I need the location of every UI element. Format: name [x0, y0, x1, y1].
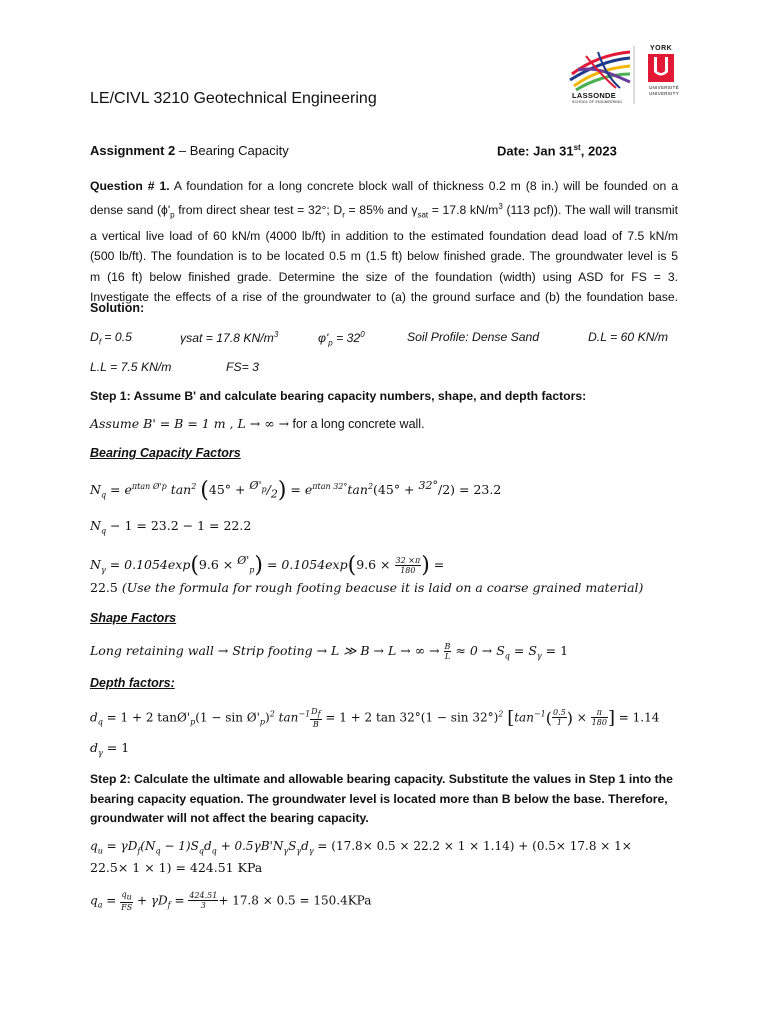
- given-dl: D.L = 60 KN/m: [588, 330, 669, 344]
- ng-phi-sub: p: [249, 565, 255, 575]
- qu-r5: + 0.5γB'N: [216, 839, 284, 853]
- solution-label: Solution:: [90, 301, 145, 315]
- qa-fn-sub: u: [126, 892, 132, 902]
- dq-f: tan: [514, 710, 534, 725]
- ng-close2: ): [421, 553, 430, 578]
- ng-open1: (: [190, 553, 199, 578]
- gsat-sup: 3: [273, 330, 279, 339]
- q-sub-r: r: [342, 210, 345, 219]
- dq-d3: 180: [591, 718, 607, 728]
- date-prefix: Date: Jan 31: [497, 143, 574, 159]
- nq-close-paren: ): [277, 478, 287, 503]
- dq-fn-sub: f: [317, 709, 321, 719]
- dq-c: ): [265, 710, 270, 725]
- dq-equation: [90, 707, 659, 729]
- dq-d2: 1: [556, 718, 562, 728]
- step2-text-1: Calculate the ultimate and allowable bearing capacity. Substitute the values in Step 1 into the: [130, 772, 673, 786]
- shape-expr-d: = 1: [541, 643, 569, 658]
- given-soil: Soil Profile: Dense Sand: [407, 330, 540, 344]
- question-line-2g: = 17.8 kN/m: [428, 202, 499, 217]
- dq-inv2: −1: [533, 709, 546, 719]
- phi-symbol: φ': [318, 331, 329, 346]
- lassonde-wordmark: LASSONDE: [572, 91, 617, 100]
- dg-sub: γ: [98, 748, 103, 758]
- depth-heading: Depth factors:: [90, 676, 175, 690]
- nq-mid: (45° +: [373, 482, 419, 497]
- qu-q2: q: [198, 846, 204, 856]
- nq-exp2: πtan 32°: [312, 481, 348, 491]
- ngamma-result: [90, 580, 643, 595]
- qa-c: =: [170, 893, 189, 908]
- q-sub-sat: sat: [417, 210, 429, 219]
- dq-sub: q: [97, 717, 103, 727]
- qu-g2: γ: [296, 846, 302, 856]
- assignment-topic: – Bearing Capacity: [175, 143, 289, 158]
- qu-r6: S: [288, 839, 297, 853]
- dq-close-bracket: ]: [607, 707, 615, 729]
- step2-label: Step 2:: [90, 772, 131, 786]
- dq-n3: π: [591, 708, 608, 718]
- step2-paragraph: [90, 770, 678, 829]
- shape-frac-num: B: [444, 642, 451, 651]
- qu-r7: d: [301, 839, 309, 853]
- question-line-2a: dense sand (ϕ': [90, 202, 171, 217]
- q-sub-p: p: [170, 210, 175, 219]
- qa-fraction-2: [188, 891, 218, 910]
- step2-line-3: groundwater will not affect the bearing capacity.: [90, 811, 369, 825]
- shape-sg-sub: γ: [536, 651, 542, 661]
- given-gsat: [180, 330, 278, 345]
- given-phi: [318, 330, 365, 348]
- dq-d: tan: [274, 710, 299, 725]
- gsat-value: γsat = 17.8 KN/m: [180, 331, 274, 346]
- nq-tan2-sup: 2: [367, 481, 374, 491]
- question-line-2e: = 85% and γ: [344, 202, 418, 217]
- shape-expr-c: = S: [509, 643, 537, 658]
- q-sup-3: 3: [498, 201, 503, 211]
- nq-two: 2: [270, 487, 278, 501]
- question-line-2c: from direct shear test = 32°; D: [174, 202, 343, 217]
- nq-minus-one: [90, 518, 251, 536]
- dq-fraction-2: [552, 708, 567, 727]
- question-line-2i: (113 pcf)). The wall will transmit: [502, 202, 678, 217]
- qu-r2: (N: [140, 839, 156, 853]
- york-university-text: UNIVERSITY: [649, 91, 680, 96]
- nq1-sub: q: [100, 526, 107, 536]
- shape-expr-a: Long retaining wall → Strip footing → L ≫ B → L → ∞ →: [90, 643, 444, 658]
- qa-symbol: q: [90, 893, 98, 908]
- dq-e: = 1 + 2 tan 32°(1 − sin 32°): [321, 710, 499, 725]
- nq-open-paren: (: [200, 478, 209, 503]
- df-value: = 0.5: [101, 330, 132, 344]
- dg-rest: = 1: [102, 740, 130, 755]
- dq-sq: 2: [269, 709, 275, 719]
- qa-fd: FS: [121, 902, 133, 912]
- df-symbol: D: [90, 330, 99, 344]
- nq-phi: Ø': [249, 478, 262, 492]
- step1-text: Assume B' and calculate bearing capacity numbers, shape, and depth factors:: [130, 389, 587, 403]
- qa-d2: 3: [200, 901, 206, 911]
- nq-phi-sup: [249, 478, 267, 495]
- nq-phi-sub: p: [261, 485, 267, 495]
- step1-assume: [90, 416, 425, 431]
- given-fs: FS= 3: [226, 360, 259, 374]
- nq-45: 45° +: [208, 482, 250, 497]
- qu-r4: d: [203, 839, 212, 853]
- qu-q3: q: [211, 846, 217, 856]
- dq-sq2: 2: [498, 709, 504, 719]
- qu-symbol: q: [90, 839, 98, 853]
- question-line-5: m (16 ft) below finished grade. Determine the size of the foundation (width) using ASD for FS = 3.: [90, 269, 678, 284]
- ng-value: 22.5: [90, 580, 122, 595]
- dq-a: = 1 + 2 tanØ': [102, 710, 191, 725]
- ng-frac-num: 32 ×π: [395, 556, 421, 565]
- phi-sup: 0: [360, 330, 365, 339]
- qa-b: + γD: [133, 893, 168, 908]
- qu-g3: γ: [308, 846, 314, 856]
- given-df: [90, 330, 132, 346]
- assume-math: Assume B' = B = 1 m , L → ∞ →: [90, 416, 290, 431]
- dq-symbol: d: [90, 710, 98, 725]
- dgamma-equation: [90, 740, 129, 758]
- ng-fraction: [395, 556, 422, 575]
- given-ll: L.L = 7.5 KN/m: [90, 360, 172, 374]
- df-sub: f: [98, 337, 102, 347]
- ng-phi: Ø': [237, 553, 250, 567]
- york-wordmark: YORK: [650, 45, 673, 52]
- bcf-heading: Bearing Capacity Factors: [90, 446, 241, 460]
- shape-expr-b: ≈ 0 → S: [451, 643, 505, 658]
- dq-open-bracket: [: [507, 707, 515, 729]
- qu-r1: = γD: [102, 839, 138, 853]
- ng-sub: γ: [100, 565, 106, 575]
- assignment-label: Assignment 2: [90, 143, 176, 158]
- shape-equation: [90, 642, 568, 661]
- qu-equation-line2: 22.5× 1 × 1) = 424.51 KPa: [90, 860, 263, 875]
- dq-g: ×: [572, 710, 591, 725]
- qa-fraction-1: [120, 890, 133, 912]
- date-suffix: , 2023: [580, 143, 617, 159]
- dq-b: (1 − sin Ø': [195, 710, 260, 725]
- nq-symbol: N: [90, 482, 101, 497]
- step2-line-2: bearing capacity equation. The groundwater level is located more than B below the base. Therefore,: [90, 791, 668, 806]
- ngamma-equation: [90, 553, 444, 578]
- question-line-6: Investigate the effects of a rise of the groundwater to (a) the ground surface and (b) the foundation base.: [90, 290, 678, 304]
- nq-tan: tan: [166, 482, 192, 497]
- assume-text: for a long concrete wall.: [289, 417, 425, 431]
- question-line-3: a vertical live load of 60 kN/m (4000 lb/ft) in addition to the estimated foundation dead load of 7.5 kN/m: [90, 228, 678, 243]
- step1-heading: [90, 389, 586, 403]
- nq-eq: = e: [106, 482, 132, 497]
- qa-a: =: [102, 893, 121, 908]
- question-line-4: (500 lb/ft). The foundation is to be located 0.5 m (1.5 ft) below finished grade. The groundwater level is 5: [90, 249, 678, 263]
- dq-h: = 1.14: [614, 710, 660, 725]
- assignment-date: [497, 143, 617, 158]
- dq-fd: B: [312, 719, 319, 729]
- phi-sub: p: [328, 338, 333, 348]
- lassonde-subtitle: SCHOOL OF ENGINEERING: [572, 100, 623, 104]
- york-universite-text: UNIVERSITÉ: [649, 85, 680, 90]
- nq-exp: πtan Ø'p: [131, 481, 167, 491]
- question-label: Question # 1.: [90, 179, 170, 193]
- dq-close-paren: ): [566, 708, 573, 728]
- ng-c: = 0.1054exp: [263, 557, 348, 572]
- dq-fraction-3: [591, 708, 608, 727]
- nq-eq2: = e: [286, 482, 313, 497]
- dq-p1: p: [190, 717, 196, 727]
- assignment-title: [90, 143, 289, 158]
- nq-sub: q: [100, 490, 107, 500]
- nq-32: 32°: [418, 478, 438, 492]
- qa-f: f: [167, 900, 171, 910]
- dq-fn: D: [311, 707, 318, 716]
- ng-note: (Use the formula for rough footing beacuse it is laid on a coarse grained material): [121, 580, 644, 595]
- ng-close1: ): [254, 553, 263, 578]
- nq-equation: [90, 478, 501, 503]
- qa-sub: a: [97, 900, 103, 910]
- nq1-symbol: N: [90, 518, 101, 533]
- qu-g1: γ: [283, 846, 289, 856]
- ng-a: = 0.1054exp: [105, 557, 191, 572]
- ng-frac-den: 180: [400, 566, 416, 575]
- qu-r8: = (17.8× 0.5 × 22.2 × 1 × 1.14) + (0.5× 17.8 × 1×: [313, 839, 632, 853]
- qa-frac1-num: [120, 890, 133, 903]
- qa-n2: 424.51: [189, 891, 218, 901]
- dq-inv: −1: [298, 709, 311, 719]
- dq-frac1-num: [310, 707, 321, 720]
- question-paragraph: [90, 176, 678, 308]
- dg-symbol: d: [90, 740, 99, 755]
- dq-open-paren: (: [545, 708, 552, 728]
- course-title: LE/CIVL 3210 Geotechnical Engineering: [90, 90, 377, 107]
- date-sup: st: [573, 143, 581, 152]
- nq-tan2: tan: [347, 482, 368, 497]
- ng-b: 9.6 ×: [198, 557, 238, 572]
- qu-f: f: [137, 846, 141, 856]
- phi-value: = 32: [332, 331, 361, 346]
- qu-r3: − 1)S: [160, 839, 199, 853]
- ng-phi-sup: [237, 554, 249, 567]
- qa-d: + 17.8 × 0.5 = 150.4KPa: [218, 893, 372, 908]
- ng-e: =: [429, 557, 445, 572]
- dq-n2: 0.5: [553, 708, 566, 718]
- shape-frac-den: L: [444, 652, 451, 661]
- step1-label: Step 1:: [90, 389, 131, 403]
- nq1-rest: − 1 = 23.2 − 1 = 22.2: [106, 518, 252, 533]
- nq-end: /2) = 23.2: [437, 482, 502, 497]
- shape-heading: Shape Factors: [90, 611, 177, 625]
- lassonde-york-logo: [568, 44, 683, 106]
- qa-equation: [90, 890, 371, 912]
- ng-d: 9.6 ×: [356, 557, 395, 572]
- qu-q: q: [155, 846, 161, 856]
- shape-sq-sub: q: [504, 651, 510, 661]
- step2-line-1: [90, 770, 678, 790]
- dq-fraction-1: [310, 707, 321, 729]
- ng-symbol: N: [90, 557, 101, 572]
- qu-sub: u: [97, 846, 103, 856]
- ng-open2: (: [347, 553, 357, 578]
- qu-equation: [90, 839, 632, 855]
- dq-p2: p: [259, 717, 266, 727]
- question-line-1: A foundation for a long concrete block wall of thickness 0.2 m (8 in.) will be founded on a: [169, 179, 678, 193]
- qa-fn: q: [121, 890, 127, 899]
- nq-tan-sup: 2: [191, 481, 197, 491]
- nq-slash: /: [266, 482, 271, 497]
